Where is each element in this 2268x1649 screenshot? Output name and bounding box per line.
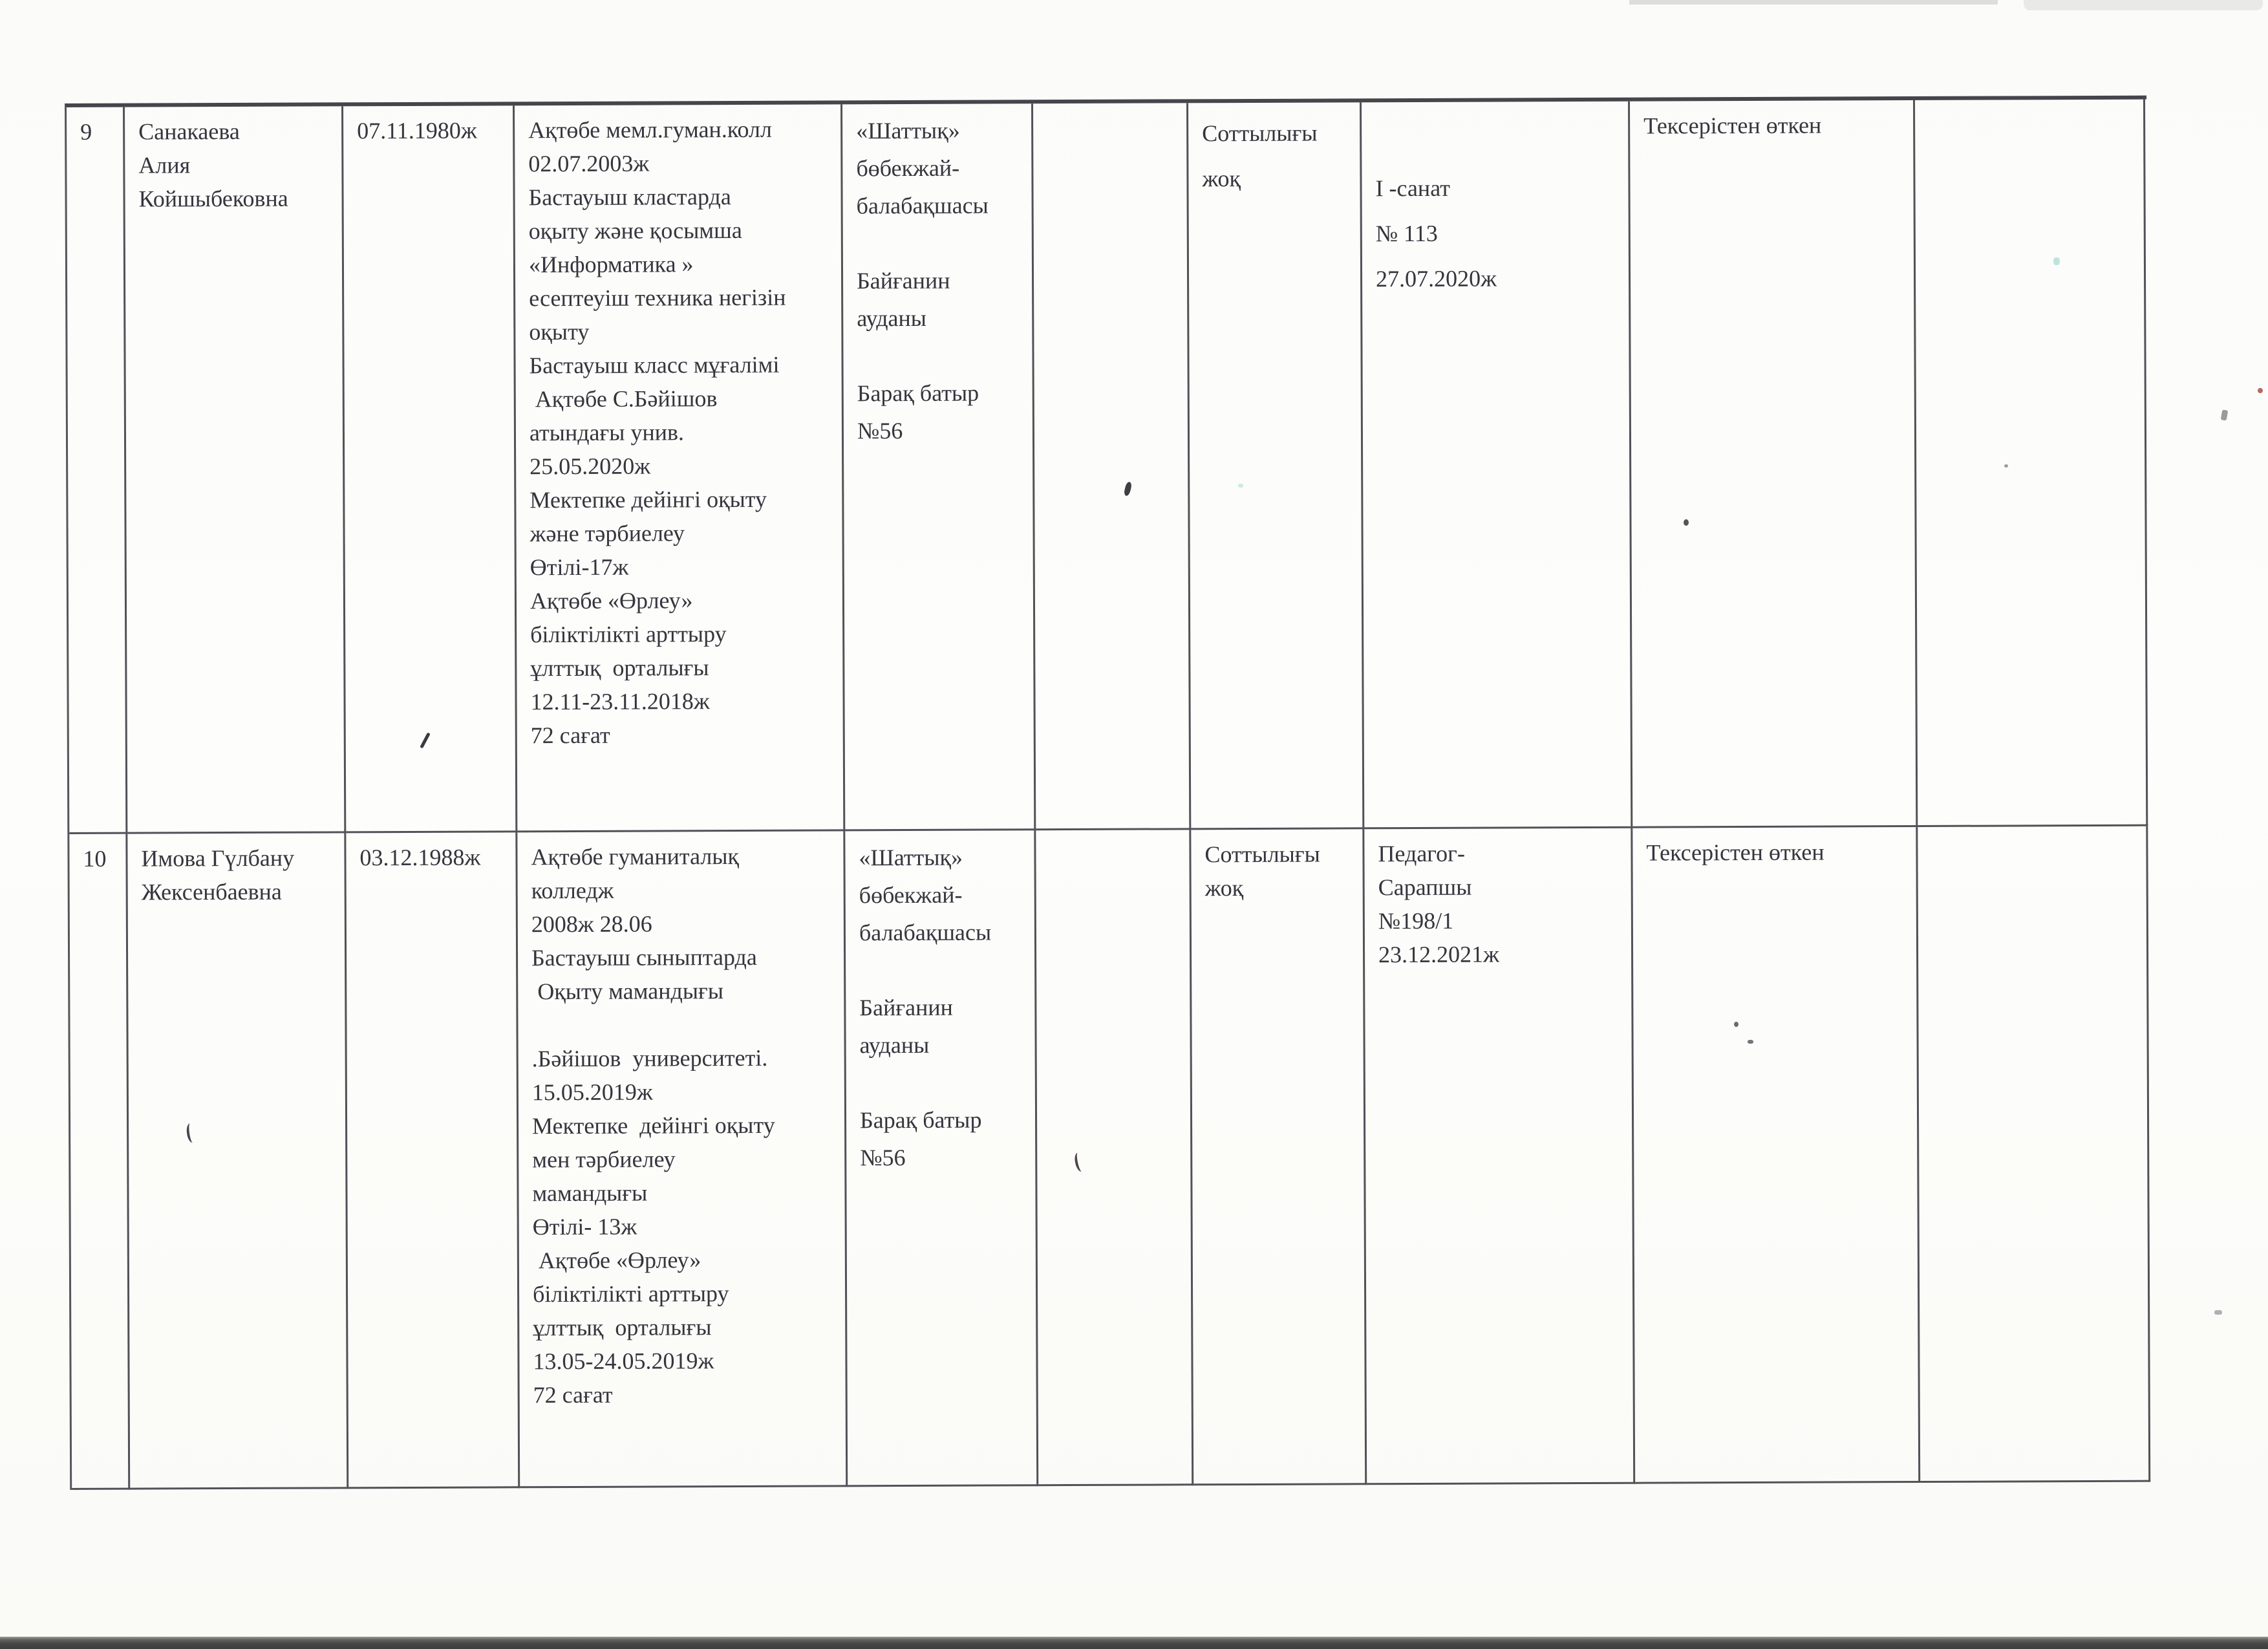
- cell-workplace: «Шаттық» бөбекжай- балабақшасы Байғанин ауданы Барақ батыр №56: [845, 830, 1038, 1487]
- scan-speck: [1748, 1040, 1753, 1044]
- cell-birth-date: 03.12.1988ж: [346, 832, 520, 1489]
- cell-full-name: Санакаева Алия Койшыбековна: [125, 106, 346, 834]
- cell-category: Педагог- Сарапшы №198/1 23.12.2021ж: [1364, 828, 1635, 1485]
- cell-category: І -санат № 113 27.07.2020ж: [1362, 102, 1632, 830]
- cell-birth-date: 07.11.1980ж: [343, 105, 517, 833]
- table-row: [69, 826, 2152, 1490]
- scan-smudge: [2024, 0, 2263, 10]
- scanner-edge-band: [0, 1637, 2268, 1649]
- table-row: [67, 100, 2149, 834]
- cell-row-number: 9: [67, 107, 127, 834]
- scan-speck: [2221, 409, 2229, 420]
- scan-speck: [2258, 388, 2263, 393]
- cell-row-number: 10: [69, 834, 130, 1490]
- cell-workplace: «Шаттық» бөбекжай- балабақшасы Байғанин ауданы Барақ батыр №56: [842, 103, 1036, 831]
- cell-criminal-record: Соттылығы жоқ: [1191, 829, 1367, 1485]
- scan-speck: [1238, 484, 1243, 488]
- cell-education: Ақтөбе гуманиталық колледж 2008ж 28.06 Бастауыш сыныптарда Оқыту мамандығы .Бәйішов университеті. 15.05.2019ж Мектепке дейінгі оқыту мен тәрбиелеу мамандығы Өтілі- 13ж Ақтөбе «Өрлеу» біліктілікті арттыру ұлттық орталығы 13.05-24.05.2019ж 72 сағат: [517, 831, 848, 1488]
- scan-speck: [1684, 519, 1689, 526]
- cell-blank: [1033, 103, 1191, 830]
- scan-speck: [2053, 257, 2060, 265]
- scan-speck: [2214, 1310, 2222, 1315]
- cell-notes: [1918, 826, 2150, 1483]
- cell-criminal-record: Соттылығы жоқ: [1188, 102, 1364, 830]
- cell-inspection: Тексерістен өткен: [1632, 827, 1920, 1484]
- scan-smudge: [1629, 0, 1998, 5]
- cell-notes: [1915, 100, 2148, 827]
- cell-full-name: Имова Гүлбану Жексенбаевна: [127, 833, 348, 1489]
- personnel-table: [65, 96, 2152, 1490]
- cell-inspection: Тексерістен өткен: [1630, 100, 1918, 828]
- scan-speck: [2004, 464, 2008, 468]
- cell-education: Ақтөбе мемл.гуман.колл 02.07.2003ж Бастауыш кластарда оқыту және қосымша «Информатика » есептеуіш техника негізін оқыту Бастауыш класс мұғалімі Ақтөбе С.Бәйішов атындағы унив. 25.05.2020ж Мектепке дейінгі оқыту және тәрбиелеу Өтілі-17ж Ақтөбе «Өрлеу» біліктілікті арттыру ұлттық орталығы 12.11-23.11.2018ж 72 сағат: [515, 104, 845, 832]
- scan-speck: [1734, 1022, 1738, 1027]
- cell-blank: [1036, 830, 1193, 1486]
